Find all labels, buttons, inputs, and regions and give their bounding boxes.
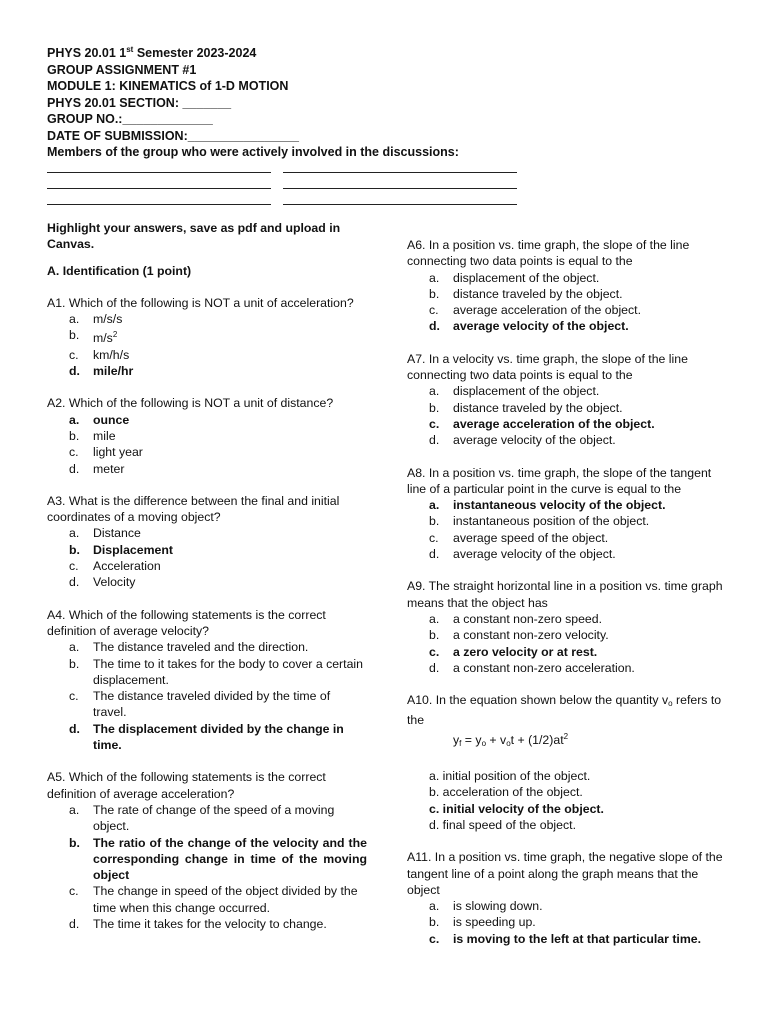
member-line-row — [47, 192, 517, 208]
members-label: Members of the group who were actively involved in the discussions: — [47, 145, 459, 159]
option-label: a. — [69, 412, 80, 427]
option-text: distance traveled by the object. — [453, 286, 623, 301]
module-title: MODULE 1: KINEMATICS of 1-D MOTION — [47, 79, 289, 93]
option-label: c. — [429, 931, 440, 946]
option-label: b. — [429, 915, 440, 930]
option-label: b. — [429, 628, 440, 643]
question-stem — [407, 692, 727, 729]
right-column — [407, 237, 727, 963]
eq-subscript: o — [506, 738, 511, 748]
question-a6 — [407, 237, 727, 335]
option-label: a. — [429, 498, 440, 513]
option-text: mile — [93, 428, 116, 443]
eq-part: + v — [486, 732, 507, 747]
option-d-answer[interactable] — [407, 318, 727, 334]
question-stem: A3. What is the difference between the final and initial coordinates of a moving object? — [47, 493, 340, 525]
option-text: m/s/s — [93, 312, 123, 327]
eq-superscript: 2 — [563, 731, 569, 741]
option-text: average velocity of the object. — [453, 433, 616, 448]
question-stem: A5. Which of the following statements is the correct definition of average acceleration? — [47, 770, 326, 801]
assignment-title: GROUP ASSIGNMENT #1 — [47, 62, 197, 77]
option-superscript: 2 — [112, 330, 118, 340]
option-label: d. — [69, 461, 80, 476]
option-d[interactable] — [47, 574, 367, 590]
option-label: c. — [429, 416, 440, 431]
option-label: b. — [429, 400, 440, 415]
left-column — [47, 220, 367, 948]
option-text-base: m/s — [93, 331, 113, 346]
option-a[interactable]: a. initial position of the object. — [429, 769, 591, 784]
option-label: b. — [69, 656, 80, 671]
option-label: d. — [69, 721, 80, 736]
option-text — [93, 327, 367, 346]
option-label: b. — [69, 328, 80, 343]
option-a[interactable] — [47, 311, 367, 327]
question-a4 — [47, 607, 367, 754]
option-label: c. — [69, 884, 79, 899]
option-text: a constant non-zero acceleration. — [453, 660, 635, 675]
option-a[interactable] — [47, 802, 367, 835]
option-text: average acceleration of the object. — [453, 303, 641, 318]
option-text: The time it takes for the velocity to change. — [93, 916, 327, 931]
member-name-blank[interactable] — [283, 176, 517, 189]
option-b[interactable] — [407, 914, 727, 930]
question-a9 — [407, 578, 727, 676]
option-label: d. — [429, 319, 440, 334]
question-a11 — [407, 849, 727, 947]
eq-part: y — [453, 732, 460, 747]
member-name-blank[interactable] — [47, 160, 271, 173]
option-text: is speeding up. — [453, 915, 536, 930]
option-text: The change in speed of the object divided by the time when this change occurred. — [93, 884, 358, 915]
question-a2 — [47, 395, 367, 476]
option-label: a. — [69, 802, 80, 817]
option-label: d. — [429, 433, 440, 448]
option-a-answer[interactable] — [47, 412, 367, 428]
option-b[interactable] — [407, 513, 727, 529]
option-b[interactable] — [407, 286, 727, 302]
option-label: c. — [429, 303, 439, 318]
option-label: a. — [69, 312, 80, 327]
option-c-answer[interactable] — [407, 416, 727, 432]
option-text: The time to it takes for the body to cover a certain displacement. — [93, 656, 363, 687]
option-c[interactable] — [47, 347, 367, 363]
option-label: c. — [429, 530, 439, 545]
option-label: b. — [69, 428, 80, 443]
option-a-answer[interactable] — [407, 497, 727, 513]
option-a[interactable] — [407, 611, 727, 627]
option-text: ounce — [93, 412, 130, 427]
option-c-answer[interactable]: c. initial velocity of the object. — [429, 801, 604, 816]
question-stem: A4. Which of the following statements is the correct definition of average velocity? — [47, 607, 326, 638]
option-text: displacement of the object. — [453, 384, 600, 399]
option-label: b. — [69, 835, 80, 850]
question-a3 — [47, 493, 367, 591]
option-d[interactable]: d. final speed of the object. — [429, 817, 576, 832]
option-text: distance traveled by the object. — [453, 400, 623, 415]
option-label: c. — [429, 644, 440, 659]
option-d[interactable] — [407, 546, 727, 562]
option-a[interactable] — [407, 270, 727, 286]
option-text: The distance traveled and the direction. — [93, 640, 309, 655]
option-c[interactable] — [47, 688, 367, 721]
option-c-answer[interactable] — [407, 931, 727, 947]
option-b[interactable] — [47, 656, 367, 689]
option-d[interactable] — [407, 432, 727, 448]
option-a[interactable] — [407, 898, 727, 914]
submission-date-field[interactable]: DATE OF SUBMISSION:________________ — [47, 128, 299, 143]
option-label: c. — [69, 445, 79, 460]
option-c[interactable] — [407, 302, 727, 318]
member-line-row — [47, 176, 517, 192]
semester-text: Semester 2023-2024 — [133, 46, 257, 60]
option-text: The ratio of the change of the velocity and the corresponding change in time of the moving object — [93, 835, 367, 883]
course-text: PHYS 20.01 1 — [47, 46, 127, 60]
option-text: average speed of the object. — [453, 530, 609, 545]
member-line-row — [47, 160, 517, 176]
member-name-blank[interactable] — [283, 160, 517, 173]
option-text: average velocity of the object. — [453, 319, 629, 334]
option-b[interactable] — [407, 400, 727, 416]
question-stem: A1. Which of the following is NOT a unit of acceleration? — [47, 295, 354, 310]
option-text: a zero velocity or at rest. — [453, 644, 598, 659]
eq-part: = y — [461, 732, 482, 747]
course-superscript: st — [126, 45, 134, 54]
option-label: a. — [69, 526, 80, 541]
question-a10 — [407, 692, 727, 833]
option-label: a. — [429, 611, 440, 626]
eq-part: t + (1/2)at — [510, 732, 564, 747]
option-label: d. — [69, 916, 80, 931]
option-label: a. — [429, 384, 440, 399]
option-text: is slowing down. — [453, 899, 543, 914]
question-a1 — [47, 295, 367, 379]
option-text: The displacement divided by the change in time. — [93, 721, 344, 753]
instructions-text: Highlight your answers, save as pdf and upload in Canvas. — [47, 221, 341, 252]
option-a[interactable] — [407, 383, 727, 399]
stem-subscript: o — [668, 699, 673, 709]
option-label: d. — [429, 547, 440, 562]
option-text: a constant non-zero speed. — [453, 611, 603, 626]
option-text: average acceleration of the object. — [453, 416, 655, 431]
option-label: b. — [429, 286, 440, 301]
question-stem: A2. Which of the following is NOT a unit of distance? — [47, 396, 334, 411]
member-name-blank[interactable] — [47, 176, 271, 189]
option-text: instantaneous position of the object. — [453, 514, 650, 529]
option-text: a constant non-zero velocity. — [453, 628, 609, 643]
section-a-heading: A. Identification (1 point) — [47, 263, 192, 278]
option-text: Displacement — [93, 542, 173, 557]
option-label: d. — [429, 660, 440, 675]
option-c-answer[interactable] — [407, 644, 727, 660]
stem-text-tail: refers to the — [407, 693, 722, 728]
option-c[interactable] — [407, 530, 727, 546]
option-c[interactable] — [47, 558, 367, 574]
option-d-answer[interactable] — [47, 721, 367, 754]
eq-subscript: o — [481, 738, 487, 748]
option-b-answer[interactable] — [47, 542, 367, 558]
option-label: b. — [69, 542, 80, 557]
option-b[interactable] — [47, 428, 367, 444]
option-b[interactable]: b. acceleration of the object. — [429, 785, 583, 800]
option-text: km/h/s — [93, 347, 130, 362]
question-stem: A6. In a position vs. time graph, the slope of the line connecting two data points is equal to the — [407, 238, 690, 269]
option-text: meter — [93, 461, 125, 476]
option-text: displacement of the object. — [453, 270, 600, 285]
option-label: c. — [69, 689, 79, 704]
assignment-header — [47, 42, 527, 161]
option-d[interactable] — [407, 660, 727, 676]
option-text: Acceleration — [93, 559, 161, 574]
option-b[interactable] — [47, 327, 367, 346]
option-d-answer[interactable] — [47, 363, 367, 379]
option-label: a. — [429, 899, 440, 914]
course-line — [47, 42, 527, 62]
option-d[interactable] — [47, 916, 367, 932]
option-a[interactable] — [47, 639, 367, 655]
option-label: b. — [429, 514, 440, 529]
question-a7 — [407, 351, 727, 449]
option-c[interactable] — [47, 883, 367, 916]
option-label: d. — [69, 575, 80, 590]
option-label: a. — [429, 270, 440, 285]
option-d[interactable] — [47, 461, 367, 477]
question-a8 — [407, 465, 727, 563]
option-text: The rate of change of the speed of a moving object. — [93, 802, 335, 834]
member-name-blank[interactable] — [47, 192, 271, 205]
member-name-lines — [47, 160, 517, 208]
section-field[interactable]: PHYS 20.01 SECTION: _______ — [47, 95, 232, 110]
option-a[interactable] — [47, 525, 367, 541]
eq-subscript: f — [459, 738, 462, 748]
question-stem: A8. In a position vs. time graph, the slope of the tangent line of a particular point in the curve is equal to the — [407, 465, 712, 496]
question-stem: A7. In a velocity vs. time graph, the slope of the line connecting two data points is equal to the — [407, 351, 688, 383]
member-name-blank[interactable] — [283, 192, 517, 205]
option-text: instantaneous velocity of the object. — [453, 498, 666, 513]
option-label: c. — [69, 347, 79, 362]
option-text: is moving to the left at that particular time. — [453, 931, 702, 946]
question-stem: A11. In a position vs. time graph, the negative slope of the tangent line of a point along the graph means that the object — [407, 850, 723, 897]
option-b[interactable] — [407, 627, 727, 643]
option-label: d. — [69, 364, 80, 379]
option-label: a. — [69, 640, 80, 655]
question-a5 — [47, 769, 367, 932]
option-c[interactable] — [47, 444, 367, 460]
option-b-answer[interactable] — [47, 835, 367, 884]
option-text: average velocity of the object. — [453, 547, 616, 562]
kinematics-equation — [453, 729, 727, 752]
option-text: The distance traveled divided by the time of travel. — [93, 689, 331, 720]
option-text: mile/hr — [93, 364, 134, 379]
option-label: c. — [69, 559, 79, 574]
option-text: Velocity — [93, 575, 136, 590]
stem-text: A10. In the equation shown below the quantity v — [407, 693, 669, 708]
option-text: light year — [93, 445, 143, 460]
group-number-field[interactable]: GROUP NO.:_____________ — [47, 112, 213, 126]
question-stem: A9. The straight horizontal line in a position vs. time graph means that the object has — [407, 579, 723, 610]
option-text: Distance — [93, 526, 141, 541]
